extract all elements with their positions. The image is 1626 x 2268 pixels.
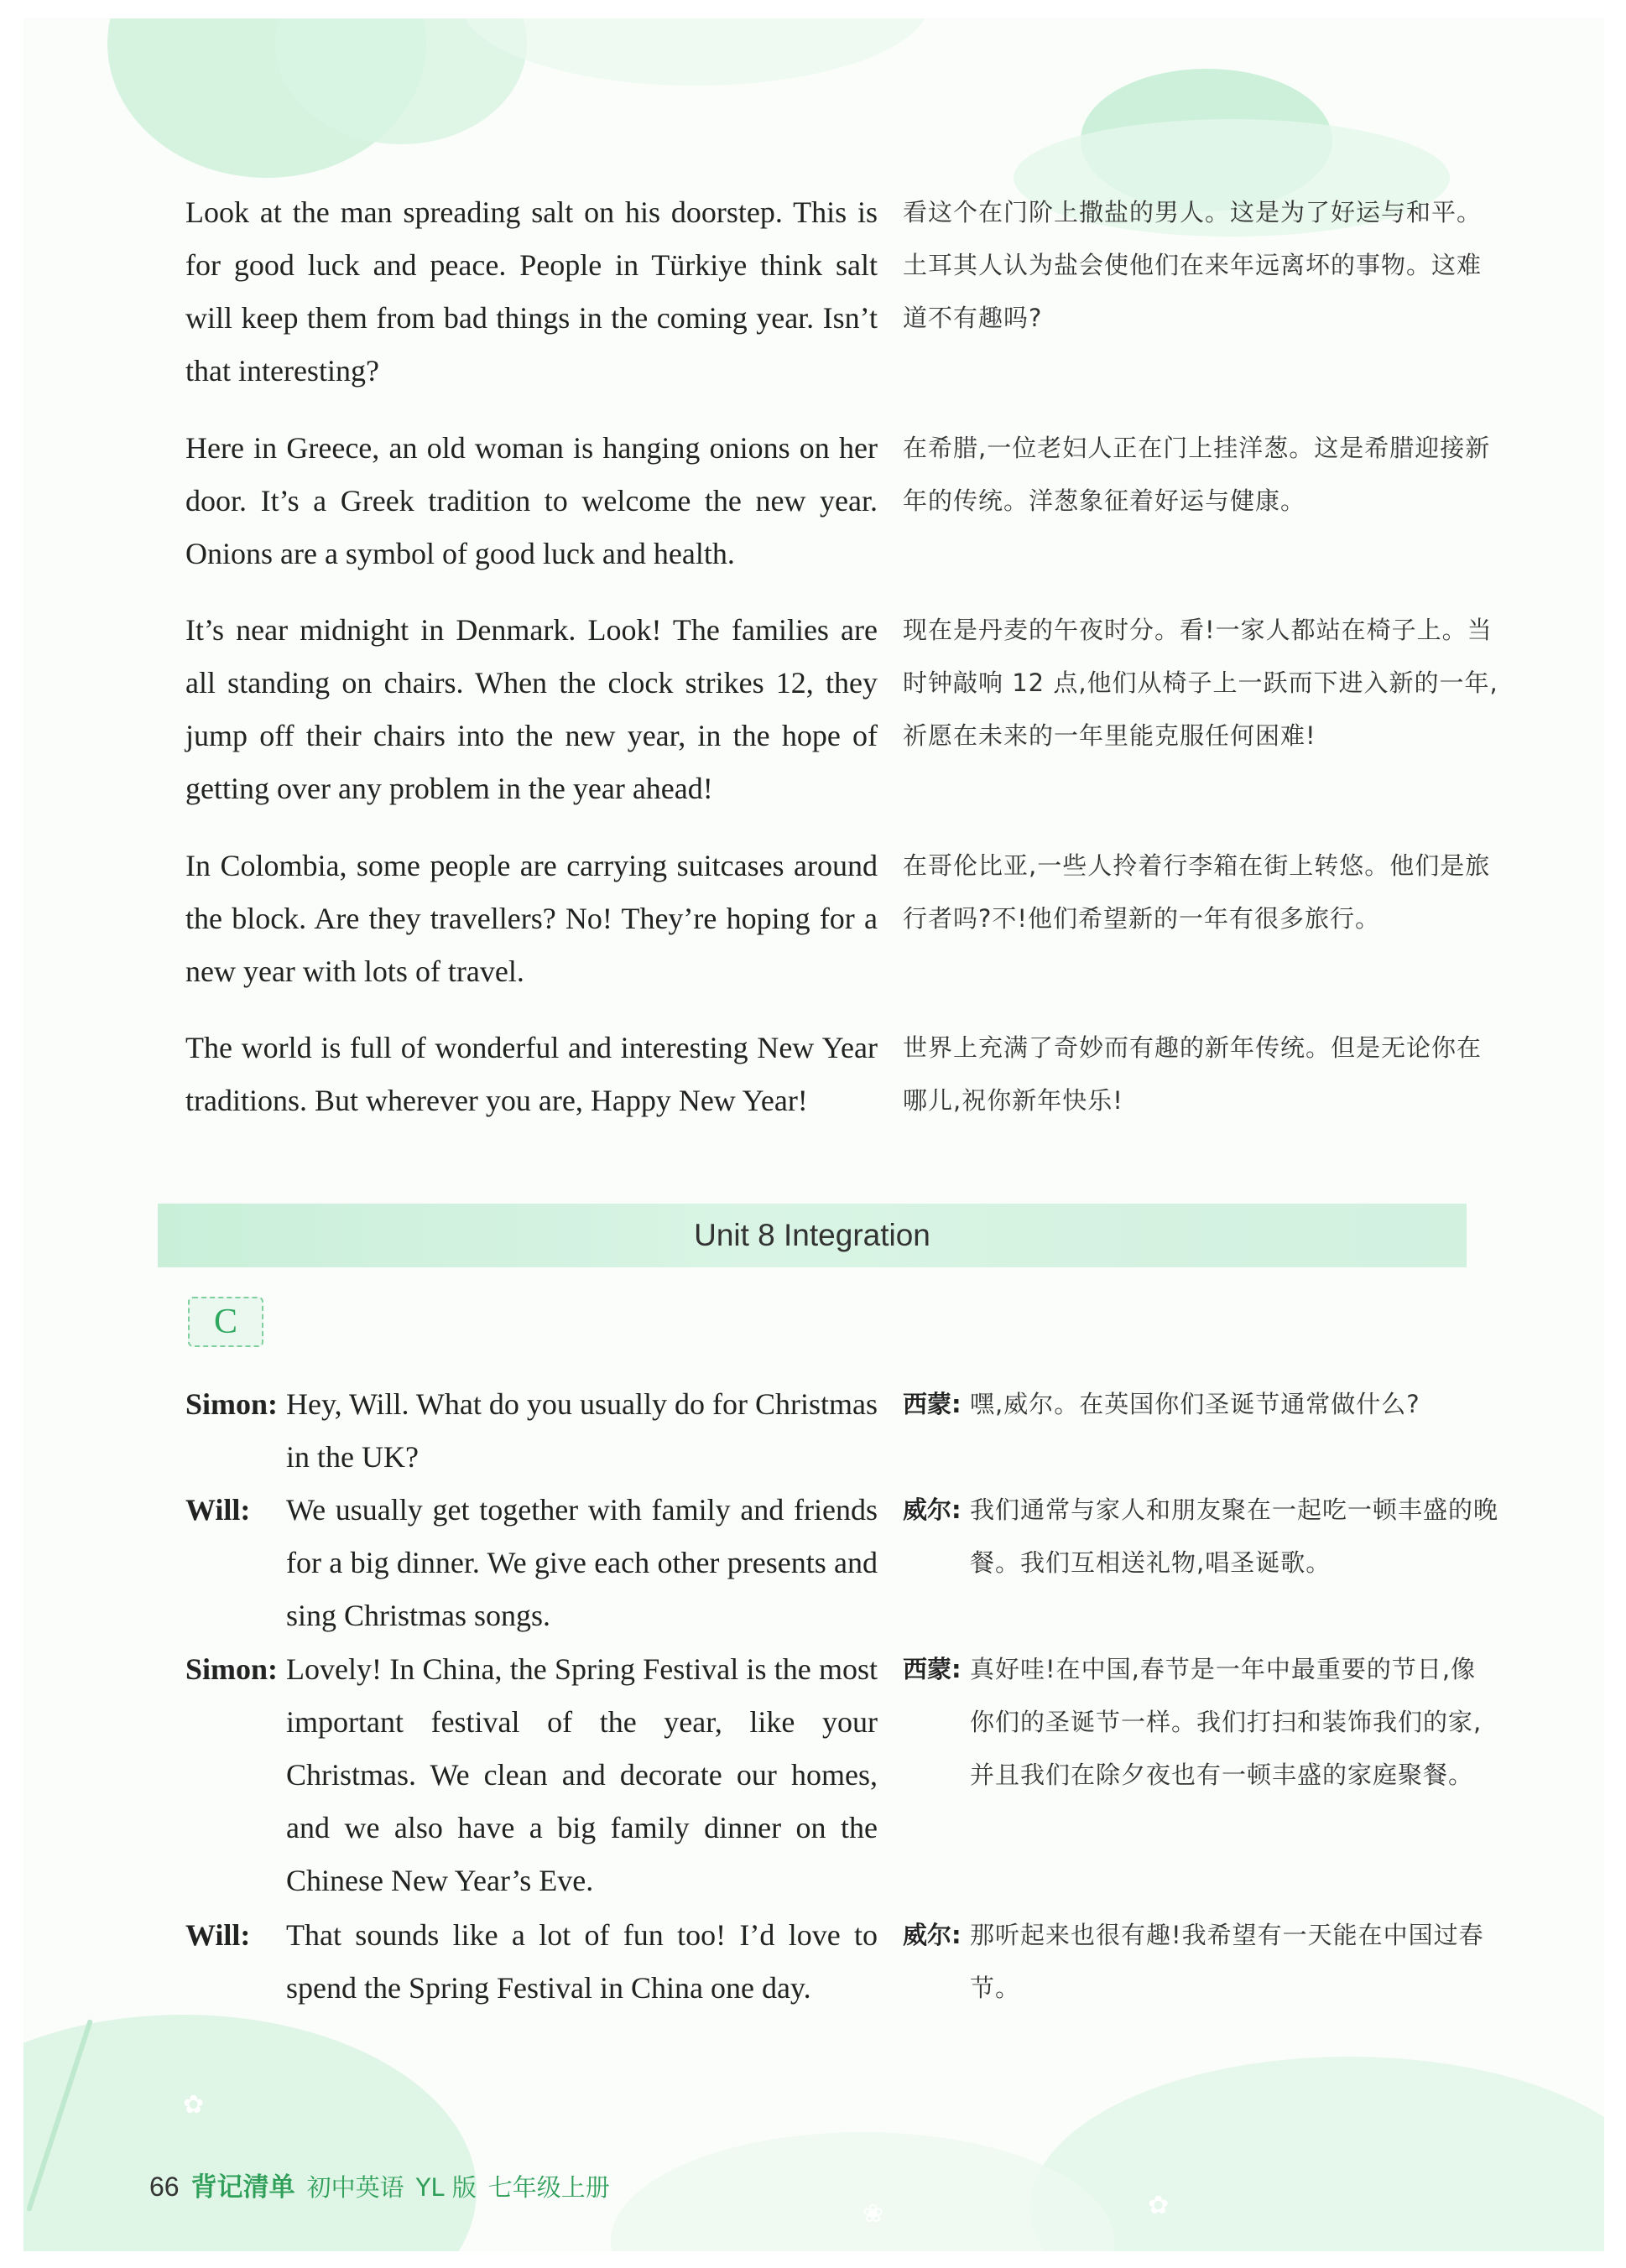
passage-paragraph-en: It’s near midnight in Denmark. Look! The families are all standing on chairs. When the clock strikes 12, they jump off their chairs into the new year, in the hope of getting over any problem in the year ahead! <box>185 613 878 805</box>
decorative-bush <box>1030 2057 1604 2251</box>
passage-paragraph-en: The world is full of wonderful and interesting New Year traditions. But wherever you are, Happy New Year! <box>185 1031 878 1117</box>
flower-icon: ✿ <box>183 2090 205 2120</box>
passage-paragraph-zh: 现在是丹麦的午夜时分。看!一家人都站在椅子上。当时钟敲响 12 点,他们从椅子上一跃而下进入新的一年,祈愿在未来的一年里能克服任何困难! <box>903 616 1498 750</box>
book-title: 背记清单 <box>190 2172 295 2203</box>
dialogue-text-zh: 我们通常与家人和朋友聚在一起吃一顿丰盛的晚餐。我们互相送礼物,唱圣诞歌。 <box>970 1496 1499 1577</box>
unit-title: Unit 8 Integration <box>694 1218 930 1252</box>
flower-icon: ✿ <box>1148 2191 1170 2220</box>
decorative-cloud <box>460 18 930 86</box>
dialogue-line-en <box>185 1643 878 1907</box>
speaker-name-en: Simon: <box>185 1652 279 1686</box>
dialogue-line-zh <box>903 1378 1498 1431</box>
passage-paragraph-en: In Colombia, some people are carrying suitcases around the block. Are they travellers? No! They’re hoping for a new year with lots of travel. <box>185 849 878 988</box>
decorative-bush <box>611 2132 1114 2251</box>
flower-icon: ❀ <box>863 2199 884 2229</box>
passage-paragraph-en: Here in Greece, an old woman is hanging onions on her door. It’s a Greek tradition to welcome the new year. Onions are a symbol of good luck and health. <box>185 431 878 570</box>
dialogue-line-zh <box>903 1909 1498 2015</box>
speaker-name-en: Will: <box>185 1493 251 1527</box>
book-subject: 初中英语 <box>306 2173 404 2202</box>
dialogue-line-en <box>185 1909 878 2015</box>
section-letter: C <box>213 1303 237 1341</box>
speaker-name-zh: 西蒙: <box>903 1655 962 1683</box>
passage-paragraph-zh: 在希腊,一位老妇人正在门上挂洋葱。这是希腊迎接新年的传统。洋葱象征着好运与健康。 <box>903 434 1491 515</box>
dialogue-text-zh: 真好哇!在中国,春节是一年中最重要的节日,像你们的圣诞节一样。我们打扫和装饰我们的家,并且我们在除夕夜也有一顿丰盛的家庭聚餐。 <box>970 1655 1483 1789</box>
unit-header-bar <box>158 1204 1467 1267</box>
dialogue-text-en: Lovely! In China, the Spring Festival is the most important festival of the year, like your Christmas. We clean and decorate our homes, and we also have a big family dinner on the Chinese New Year’s Eve. <box>286 1652 878 1897</box>
book-edition: YL 版 <box>415 2173 477 2202</box>
page-number: 66 <box>149 2172 180 2202</box>
dialogue-text-en: Hey, Will. What do you usually do for Christmas in the UK? <box>286 1387 878 1474</box>
dialogue-line-zh <box>903 1643 1498 1802</box>
page <box>23 18 1604 2251</box>
speaker-name-en: Simon: <box>185 1387 279 1421</box>
dialogue-line-en <box>185 1378 878 1484</box>
decorative-bush <box>23 2015 477 2251</box>
dialogue-text-en: We usually get together with family and friends for a big dinner. We give each other presents and sing Christmas songs. <box>286 1493 878 1632</box>
passage-paragraph-zh: 在哥伦比亚,一些人拎着行李箱在街上转悠。他们是旅行者吗?不!他们希望新的一年有很多旅行。 <box>903 851 1491 933</box>
dialogue-line-en <box>185 1484 878 1642</box>
book-grade: 七年级上册 <box>487 2173 610 2202</box>
dialogue-text-zh: 那听起来也很有趣!我希望有一天能在中国过春节。 <box>970 1921 1484 2002</box>
section-letter-badge <box>188 1297 263 1347</box>
speaker-name-zh: 威尔: <box>903 1496 962 1524</box>
dialogue-line-zh <box>903 1484 1498 1589</box>
passage-paragraph-zh: 世界上充满了奇妙而有趣的新年传统。但是无论你在哪儿,祝你新年快乐! <box>903 1033 1483 1115</box>
speaker-name-en: Will: <box>185 1918 251 1952</box>
passage-paragraph-zh: 看这个在门阶上撒盐的男人。这是为了好运与和平。土耳其人认为盐会使他们在来年远离坏的事物。这难道不有趣吗? <box>903 198 1483 332</box>
page-footer <box>149 2166 610 2203</box>
speaker-name-zh: 威尔: <box>903 1921 962 1949</box>
speaker-name-zh: 西蒙: <box>903 1390 962 1418</box>
passage-paragraph-en: Look at the man spreading salt on his doorstep. This is for good luck and peace. People in Türkiye think salt will keep them from bad things in the coming year. Isn’t that interesting? <box>185 195 878 388</box>
dialogue-text-zh: 嘿,威尔。在英国你们圣诞节通常做什么? <box>970 1390 1420 1418</box>
dialogue-text-en: That sounds like a lot of fun too! I’d love to spend the Spring Festival in China one day. <box>286 1918 878 2005</box>
